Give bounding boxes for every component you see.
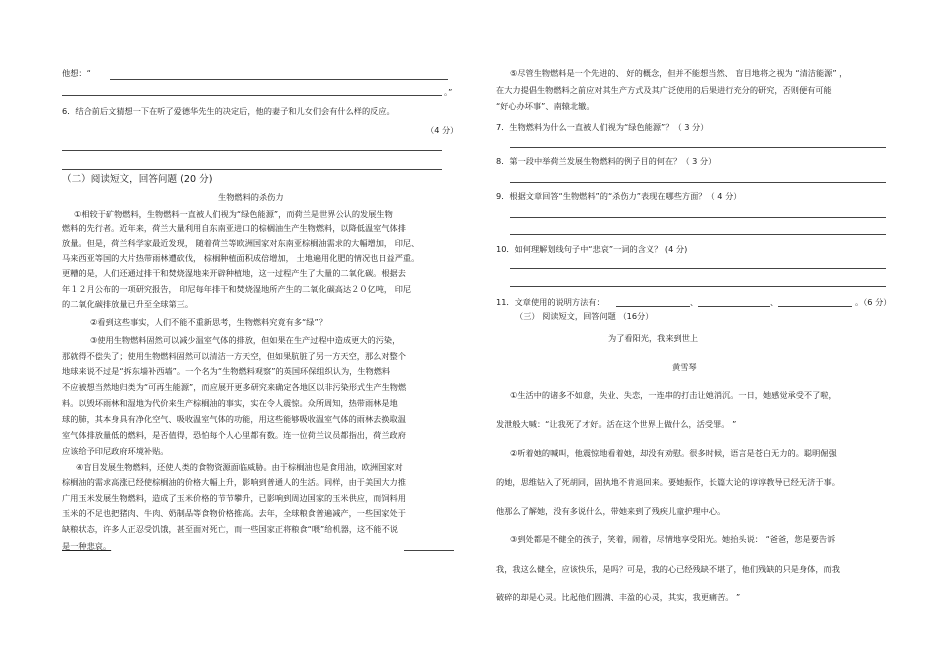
para1-line: 马来西亚等国的大片热带雨林遭砍伐， 棕榈种植面积成倍增加， 土地遍用化肥的情况也日益严重。 xyxy=(62,253,420,263)
question-11: 11．文章使用的说明方法有： xyxy=(496,297,605,307)
story-para1-line: ①生活中的诸多不如意，失业、失恋，一连串的打击让她消沉。一日，她感觉承受不了啦， xyxy=(510,390,837,400)
para2: ②看到这些事实，人们不能不重新思考，生物燃料究竟有多“绿”？ xyxy=(90,317,327,327)
question-10: 10．如何理解划线句子中“悲哀”一词的含义？ (4 分) xyxy=(496,244,688,254)
para1-line: ①相较于矿物燃料，生物燃料一直被人们视为“绿色能源”，而荷兰是世界公认的发展生物 xyxy=(74,209,393,219)
para1-line: 的二氧化碳排放量已升至全球第三。 xyxy=(62,299,194,309)
para3-line: ③使用生物燃料固然可以减少温室气体的排放，但如果在生产过程中造成更大的污染， xyxy=(90,335,401,345)
question-11-score: 。（6 分） xyxy=(855,297,892,307)
story-para3-line: 破碎的却是心灵。比起他们圆满、丰盈的心灵，其实，我更痛苦。 ” xyxy=(496,592,741,602)
story-title: 为了看阳光，我来到世上 xyxy=(608,333,699,343)
closing-quote: 。” xyxy=(444,87,453,97)
para5-line: 在大力提倡生物燃料之前应对其生产方式及其广泛使用的后果进行充分的研究，否则便有可能 xyxy=(496,85,832,95)
answer-line[interactable] xyxy=(62,150,442,151)
answer-line[interactable] xyxy=(510,268,886,269)
para3-line: 料。以毁坏雨林和湿地为代价来生产棕榈油的事实，实在令人震惊。众所周知，热带雨林是地 xyxy=(62,398,398,408)
answer-prompt: 他想：“ xyxy=(62,68,91,78)
question-9: 9．根据文章回答“生物燃料”的“杀伤力”表现在哪些方面？（ 4 分） xyxy=(496,191,742,201)
story-para3-line: ③到处都是不健全的孩子，笑着，闹着，尽情地享受阳光。她抬头说： “爸爸，您是要告诉 xyxy=(510,534,836,544)
para5-line: ⑤尽管生物燃料是一个先进的、 好的概念，但并不能想当然、 盲目地将之视为 “清洁能源” ， xyxy=(510,68,848,78)
separator: 、 xyxy=(770,297,779,307)
answer-line[interactable] xyxy=(62,95,442,96)
separator: 、 xyxy=(690,297,699,307)
para4-line: ④盲目发展生物燃料，还使人类的食物资源面临威胁。由于棕榈油也是食用油，欧洲国家对 xyxy=(76,462,403,472)
para4-line: 棕榈油的需求高涨已经使棕榈油的价格大幅上升，影响到普通人的生活。同样，由于美国大力推 xyxy=(62,477,406,487)
question-7: 7．生物燃料为什么一直被人们视为“绿色能源”？（ 3 分） xyxy=(496,122,709,132)
para4-line: 缺粮状态，许多人正忍受饥饿，甚至面对死亡，而一些国家正将粮食“喂”给机器，这不能不说 xyxy=(62,524,398,534)
answer-line[interactable] xyxy=(510,234,886,235)
para3-line: 那就得不偿失了；使用生物燃料固然可以清洁一方天空，但如果肮脏了另一方天空，那么对整个 xyxy=(62,351,406,361)
answer-line[interactable] xyxy=(510,147,886,148)
blank-method-2[interactable] xyxy=(698,306,770,307)
question-8: 8．第一段中举荷兰发展生物燃料的例子目的何在？（ 3 分） xyxy=(496,156,717,166)
story-para2-line: 的她，思维钻入了死胡同，固执地不肯退回来。要她振作，长篇大论的谆谆教导已经无济于事。 xyxy=(496,477,840,487)
underline-mark xyxy=(404,550,454,551)
blank-method-3[interactable] xyxy=(778,306,852,307)
question-6-score: （4 分） xyxy=(426,125,459,135)
underlined-sentence: 是一种悲哀。 xyxy=(62,541,112,551)
section-2-title: （二）阅读短文，回答问题 (20 分) xyxy=(62,174,213,185)
story-para1-line: 发泄般大喊：“让我死了才好。活在这个世界上做什么，活受罪。 ” xyxy=(496,419,737,429)
answer-line[interactable] xyxy=(510,217,886,218)
para3-line: 室气体排放量低的燃料，是否值得，恐怕每个人心里都有数。连一位荷兰议员都指出，荷兰政府 xyxy=(62,430,406,440)
answer-line[interactable] xyxy=(110,79,448,80)
para1-line: 更糟的是，人们还通过排干和焚烧湿地来开辟种植地，这一过程产生了大量的二氧化碳。根据去 xyxy=(62,268,406,278)
answer-line[interactable] xyxy=(510,286,886,287)
para4-line: 广用玉米发展生物燃料，造成了玉米价格的节节攀升，已影响到周边国家的玉米供应，而饲料用 xyxy=(62,493,406,503)
para5-line: “好心办坏事”、南辕北辙。 xyxy=(496,101,595,111)
para1-line: 放量。但是，荷兰科学家最近发现， 随着荷兰等欧洲国家对东南亚棕榈油需求的大幅增加， 印尼、 xyxy=(62,238,420,248)
story-para2-line: 他那么了解她，没有多说什么，带她来到了残疾儿童护理中心。 xyxy=(496,506,726,516)
blank-method-1[interactable] xyxy=(616,306,690,307)
para1-line: 燃料的先行者。近年来，荷兰大量利用自东南亚进口的棕榈油生产生物燃料，以降低温室气体排 xyxy=(62,223,406,233)
para3-line: 球的肺，其本身具有净化空气、吸收温室气体的功能，用这些能够吸收温室气体的雨林去换取温 xyxy=(62,414,406,424)
story-author: 黄雪琴 xyxy=(672,362,697,372)
story-para2-line: ②听着她的喊叫，他震惊地看着她，却没有劝慰。很多时候，语言是苍白无力的。聪明倔强 xyxy=(510,448,837,458)
para3-line: 地球来说不过是“拆东墙补西墙”。一个名为“生物燃料观察”的英国环保组织认为，生物燃料 xyxy=(62,366,391,376)
story-para3-line: 我，我这么健全，应该快乐，是吗？可是，我的心已经残缺不堪了，他们残缺的只是身体，而我 xyxy=(496,564,840,574)
para3-line: 应该给予印尼政府环境补贴。 xyxy=(62,446,169,456)
question-6: 6．结合前后文猜想一下在听了爱德华先生的决定后，他的妻子和儿女们会有什么样的反应。 xyxy=(62,106,395,116)
article-title: 生物燃料的杀伤力 xyxy=(218,192,284,202)
para4-line: 玉米的不足也把猪肉、牛肉、奶制品等食物价格推高。去年，全球粮食普遍减产，一些国家处于 xyxy=(62,508,406,518)
section-3-title: （三） 阅读短文，回答问题 （16分） xyxy=(515,311,654,321)
para1-line: 年１２月公布的一项研究报告， 印尼每年排干和焚烧湿地所产生的二氧化碳高达２０亿吨， 印尼 xyxy=(62,284,412,294)
answer-line[interactable] xyxy=(510,182,886,183)
para3-line: 不应被想当然地归类为“可再生能源”，而应展开更多研究来确定各地区以非污染形式生产生物燃 xyxy=(62,382,407,392)
answer-line[interactable] xyxy=(62,169,442,170)
